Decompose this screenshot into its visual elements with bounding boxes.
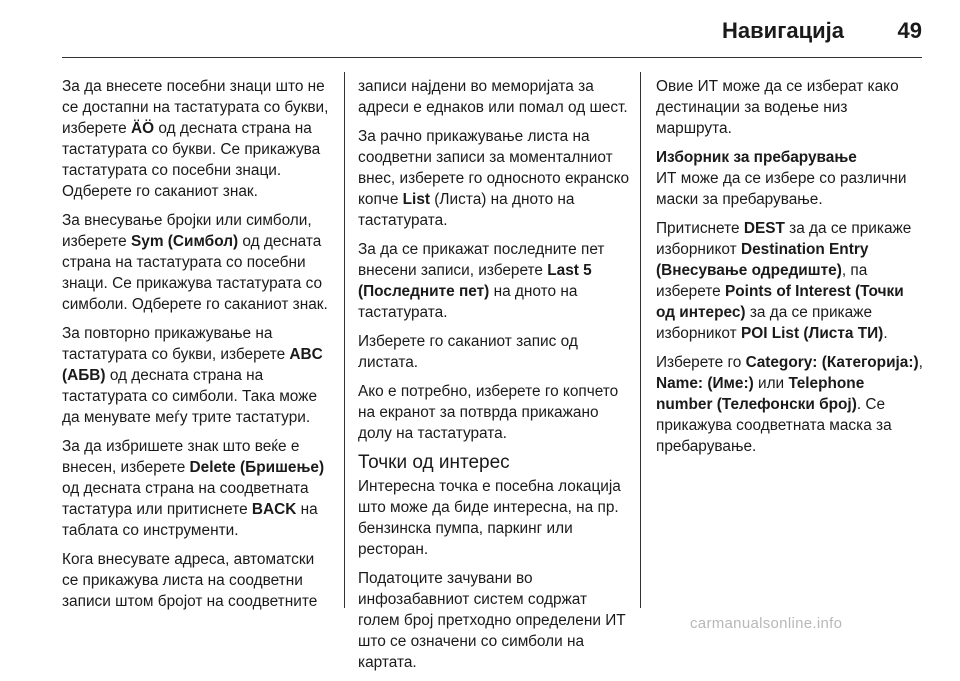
column-right [656, 76, 924, 465]
control-label-last5: Last 5 (Последните пет) [358, 262, 592, 300]
watermark: carmanualsonline.info [690, 615, 843, 632]
option-label-telephone: Telephone number (Телефонски број) [656, 375, 865, 413]
paragraph-symbols: За внесување бројки или симболи, изберете Sym (Симбол) од десната страна на тастатурата со посебни знаци. Се прикажува тастатурата со симболи. Одберете го саканиот знак. [62, 212, 328, 313]
menu-label-poi-list: POI List (Листа ТИ) [740, 325, 884, 342]
paragraph-list: За рачно прикажување листа на соодветни записи за моменталниот внес, изберете го односното екранско копче List (Листа) на дното на тастатурата. [358, 128, 630, 229]
paragraph-delete: За да избришете знак што веќе е внесен, изберете Delete (Бришење) од десната страна на соодветната тастатура или притиснете BACK на таблата со инструменти. [62, 438, 325, 539]
paragraph-dest-steps: Притиснете DEST за да се прикаже изборникот Destination Entry (Внесување одредиште), па изберете Points of Interest (Точки од интерес) за да се прикаже изборникот POI List (Листа ТИ). [656, 220, 912, 342]
paragraph-poi-data: Податоците зачувани во инфозабавниот систем содржат голем број претходно определени ИТ што се означени со симболи на картата. [358, 570, 626, 671]
paragraph-autolist: Кога внесувате адреса, автоматски се прикажува листа на соодветни записи штом бројот на соодветните [62, 551, 318, 610]
control-label-aeoe: ÄÖ [131, 120, 155, 137]
paragraph-special-chars: За да внесете посебни знаци што не се достапни на тастатурата со букви, изберете ÄÖ од десната страна на тастатурата со букви. Се прикажува тастатурата со посебни знаци. Одберете го саканиот знак. [62, 78, 329, 200]
page-header [0, 0, 960, 60]
control-label-delete: Delete (Бришење) [189, 459, 325, 476]
column-left [62, 76, 334, 620]
paragraph-search-masks: ИТ може да се избере со различни маски за пребарување. [656, 170, 907, 208]
control-label-back: BACK [251, 501, 297, 518]
paragraph-memory: записи најдени во меморијата за адреси е еднаков или помал од шест. [358, 78, 628, 116]
paragraph-select-entry: Изберете го саканиот запис од листата. [358, 333, 578, 371]
subheading-search-menu: Изборник за пребарување [656, 149, 857, 166]
column-divider-2 [640, 72, 641, 608]
column-divider-1 [344, 72, 345, 608]
control-label-list: List [402, 191, 431, 208]
paragraph-poi-def: Интересна точка е посебна локација што може да биде интересна, на пр. бензинска пумпа, паркинг или ресторан. [358, 478, 621, 558]
paragraph-letters: За повторно прикажување на тастатурата со букви, изберете ABC (АБВ) од десната страна на тастатурата со симболи. Така може да менувате меѓу трите тастатури. [62, 325, 323, 426]
paragraph-last5: За да се прикажат последните пет внесени записи, изберете Last 5 (Последните пет) на дното на тастатурата. [358, 241, 605, 321]
option-label-category: Category: (Категорија:) [745, 354, 919, 371]
control-label-abc: ABC (АБВ) [62, 346, 323, 384]
paragraph-confirm: Ако е потребно, изберете го копчето на екранот за потврда прикажано долу на тастатурата. [358, 383, 619, 442]
paragraph-poi-dest: Овие ИТ може да се изберат како дестинации за водење низ маршрута. [656, 78, 899, 137]
control-label-dest: DEST [743, 220, 785, 237]
page-number: 49 [897, 18, 922, 43]
section-title-poi: Точки од интерес [358, 452, 510, 473]
paragraph-search-options: Изберете го Category: (Категорија:), Name: (Име:) или Telephone number (Телефонски број). Се прикажува соодветната маска за пребарување. [656, 354, 923, 455]
page-title: Навигација [722, 18, 844, 43]
menu-label-destination-entry: Destination Entry (Внесување одредиште) [656, 241, 869, 279]
menu-label-points-of-interest: Points of Interest (Точки од интерес) [656, 283, 904, 321]
header-divider [62, 57, 922, 58]
column-middle [358, 76, 630, 681]
control-label-sym: Sym (Симбол) [131, 233, 239, 250]
option-label-name: Name: (Име:) [656, 375, 754, 392]
